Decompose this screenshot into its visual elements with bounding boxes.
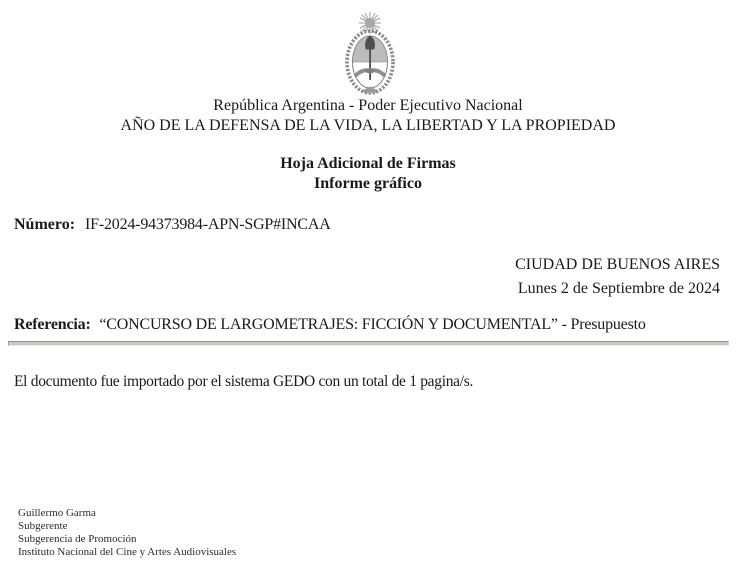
signer-name: Guillermo Garma (18, 507, 96, 519)
signature-block (18, 507, 236, 559)
reference-line (14, 316, 720, 334)
number-label: Número: (14, 216, 76, 233)
reference-value: “CONCURSO DE LARGOMETRAJES: FICCIÓN Y DOCUMENTAL” - Presupuesto (99, 316, 646, 333)
reference-label: Referencia: (14, 316, 91, 333)
city-line: CIUDAD DE BUENOS AIRES (515, 256, 720, 273)
argentina-coat-of-arms-icon (332, 12, 408, 96)
document-subtitle: Informe gráfico (314, 175, 422, 192)
imported-document-text: El documento fue importado por el sistema GEDO con un total de 1 pagina/s. (14, 373, 474, 390)
document-number-line (14, 216, 331, 234)
horizontal-divider (8, 341, 729, 346)
signer-department: Subgerencia de Promoción (18, 533, 137, 545)
document-title: Hoja Adicional de Firmas (280, 155, 456, 172)
number-value: IF-2024-94373984-APN-SGP#INCAA (85, 216, 331, 233)
signer-title: Subgerente (18, 520, 68, 532)
year-motto-line: AÑO DE LA DEFENSA DE LA VIDA, LA LIBERTAD Y LA PROPIEDAD (120, 117, 616, 134)
republic-header-line: República Argentina - Poder Ejecutivo Nacional (213, 97, 523, 114)
date-line: Lunes 2 de Septiembre de 2024 (517, 280, 720, 297)
signer-institution: Instituto Nacional del Cine y Artes Audiovisuales (18, 546, 237, 558)
